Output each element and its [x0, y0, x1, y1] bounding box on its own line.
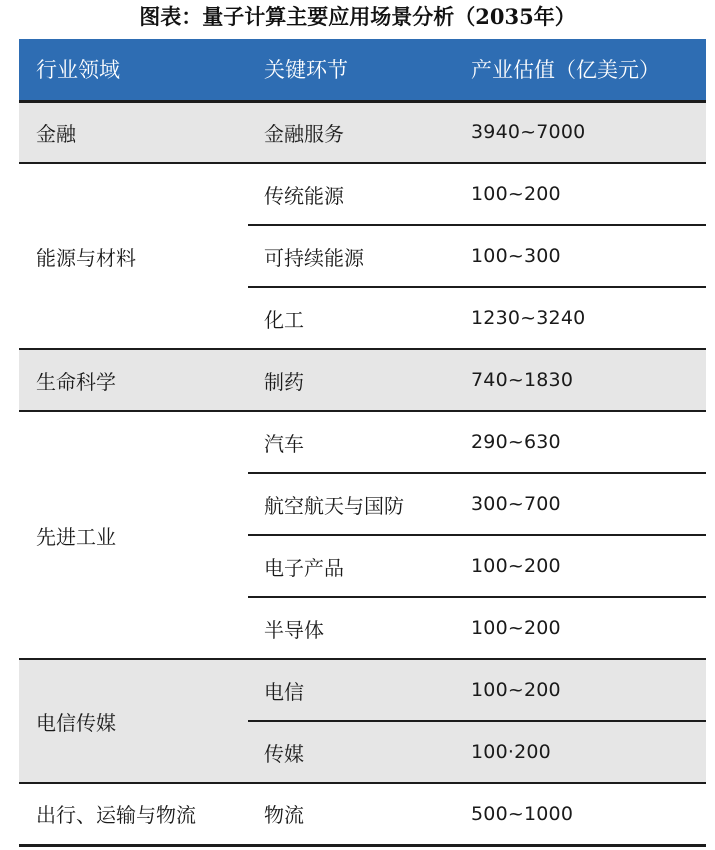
- header-sector: 行业领域: [19, 39, 248, 101]
- segment-cell: 汽车: [248, 411, 455, 473]
- table-row: [19, 101, 706, 163]
- value-cell: 740~1830: [455, 349, 706, 411]
- sector-cell: 先进工业: [19, 411, 248, 659]
- table-row: [19, 349, 706, 411]
- sector-cell: 电信传媒: [19, 659, 248, 783]
- table-body: [19, 101, 706, 845]
- segment-cell: 传统能源: [248, 163, 455, 225]
- value-cell: 300~700: [455, 473, 706, 535]
- table-row: [19, 411, 706, 473]
- table-row: [19, 163, 706, 225]
- value-cell: 100~200: [455, 163, 706, 225]
- segment-cell: 制药: [248, 349, 455, 411]
- segment-cell: 航空航天与国防: [248, 473, 455, 535]
- quantum-application-table: [19, 39, 706, 847]
- value-cell: 290~630: [455, 411, 706, 473]
- sector-cell: 金融: [19, 101, 248, 163]
- value-cell: 3940~7000: [455, 101, 706, 163]
- sector-cell: 能源与材料: [19, 163, 248, 349]
- value-cell: 100~200: [455, 597, 706, 659]
- segment-cell: 电子产品: [248, 535, 455, 597]
- segment-cell: 电信: [248, 659, 455, 721]
- header-valuation: 产业估值（亿美元）: [455, 39, 706, 101]
- value-cell: 100·200: [455, 721, 706, 783]
- table-header: [19, 39, 706, 101]
- table-row: [19, 783, 706, 845]
- sector-cell: 生命科学: [19, 349, 248, 411]
- segment-cell: 可持续能源: [248, 225, 455, 287]
- header-row: [19, 39, 706, 101]
- value-cell: 100~200: [455, 659, 706, 721]
- table-caption: 图表：量子计算主要应用场景分析（2035年）: [139, 4, 576, 29]
- value-cell: 1230~3240: [455, 287, 706, 349]
- value-cell: 100~300: [455, 225, 706, 287]
- value-cell: 500~1000: [455, 783, 706, 845]
- segment-cell: 传媒: [248, 721, 455, 783]
- segment-cell: 化工: [248, 287, 455, 349]
- segment-cell: 金融服务: [248, 101, 455, 163]
- header-segment: 关键环节: [248, 39, 455, 101]
- table-row: [19, 659, 706, 721]
- value-cell: 100~200: [455, 535, 706, 597]
- segment-cell: 半导体: [248, 597, 455, 659]
- segment-cell: 物流: [248, 783, 455, 845]
- sector-cell: 出行、运输与物流: [19, 783, 248, 845]
